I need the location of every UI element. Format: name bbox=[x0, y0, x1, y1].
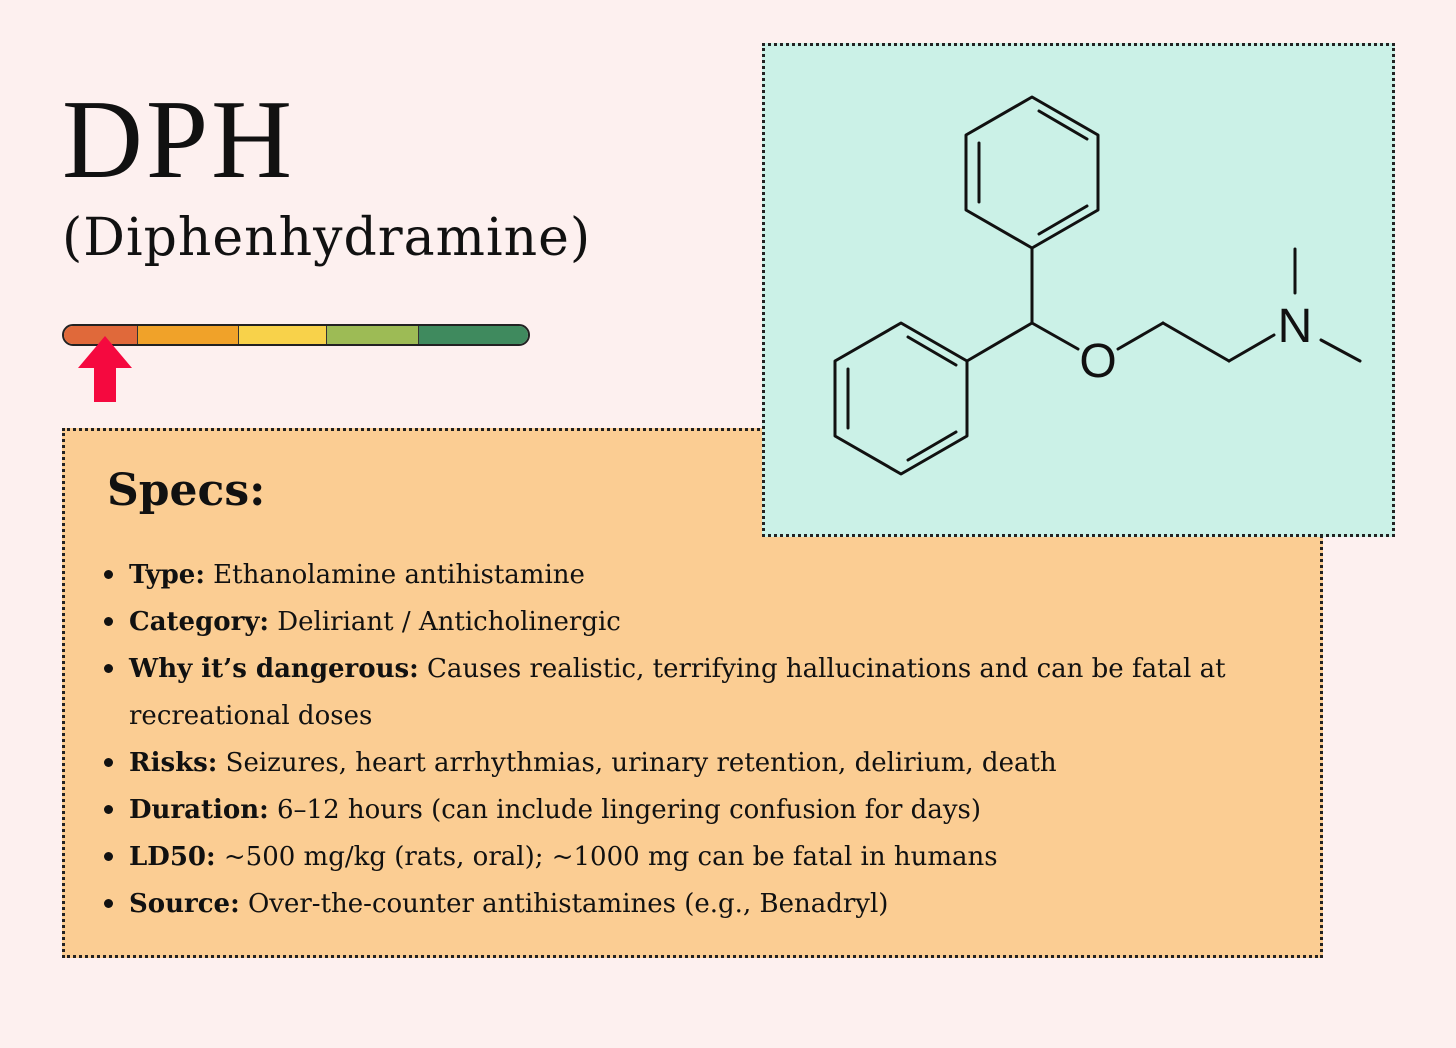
danger-scale-segment-3 bbox=[239, 326, 327, 344]
bullet-icon bbox=[104, 805, 113, 814]
page-title: DPH bbox=[62, 78, 296, 202]
spec-item-category bbox=[129, 599, 1269, 646]
danger-scale-segment-2 bbox=[138, 326, 239, 344]
spec-item-source bbox=[129, 881, 1269, 928]
spec-value: 6–12 hours (can include lingering confusion for days) bbox=[268, 795, 982, 825]
spec-value: Over-the-counter antihistamines (e.g., Benadryl) bbox=[239, 889, 889, 919]
chemical-structure-panel bbox=[762, 43, 1395, 537]
spec-label: Source: bbox=[129, 889, 240, 919]
spec-label: LD50: bbox=[129, 842, 216, 872]
lower-phenyl-ring bbox=[835, 323, 967, 474]
spec-label: Category: bbox=[129, 607, 270, 637]
spec-label: Risks: bbox=[129, 748, 218, 778]
spec-value: Seizures, heart arrhythmias, urinary retention, delirium, death bbox=[217, 748, 1057, 778]
upper-phenyl-ring bbox=[966, 97, 1098, 248]
danger-scale-bar bbox=[62, 324, 530, 346]
spec-item-type bbox=[129, 552, 1269, 599]
spec-item-why-dangerous bbox=[129, 646, 1269, 740]
bullet-icon bbox=[104, 758, 113, 767]
bullet-icon bbox=[104, 664, 113, 673]
spec-item-ld50 bbox=[129, 834, 1269, 881]
spec-label: Duration: bbox=[129, 795, 269, 825]
spec-value: Ethanolamine antihistamine bbox=[204, 560, 585, 590]
nitrogen-atom-label: N bbox=[1277, 300, 1313, 353]
spec-value: Deliriant / Anticholinergic bbox=[269, 607, 621, 637]
danger-scale-segment-5 bbox=[419, 326, 528, 344]
specs-heading: Specs: bbox=[107, 465, 266, 516]
bullet-icon bbox=[104, 899, 113, 908]
oxygen-atom-label: O bbox=[1079, 335, 1117, 388]
specs-list bbox=[129, 552, 1269, 928]
bullet-icon bbox=[104, 570, 113, 579]
bullet-icon bbox=[104, 617, 113, 626]
spec-value: ~500 mg/kg (rats, oral); ~1000 mg can be fatal in humans bbox=[215, 842, 998, 872]
danger-scale-segment-4 bbox=[327, 326, 419, 344]
bullet-icon bbox=[104, 852, 113, 861]
spec-item-duration bbox=[129, 787, 1269, 834]
page-subtitle: (Diphenhydramine) bbox=[62, 208, 592, 268]
spec-value: Causes realistic, terrifying hallucinations and can be fatal at recreational doses bbox=[129, 654, 1226, 731]
chemical-structure-diagram bbox=[765, 46, 1392, 534]
spec-label: Type: bbox=[129, 560, 205, 590]
spec-item-risks bbox=[129, 740, 1269, 787]
danger-level-arrow-icon bbox=[78, 336, 132, 402]
spec-label: Why it’s dangerous: bbox=[129, 654, 419, 684]
